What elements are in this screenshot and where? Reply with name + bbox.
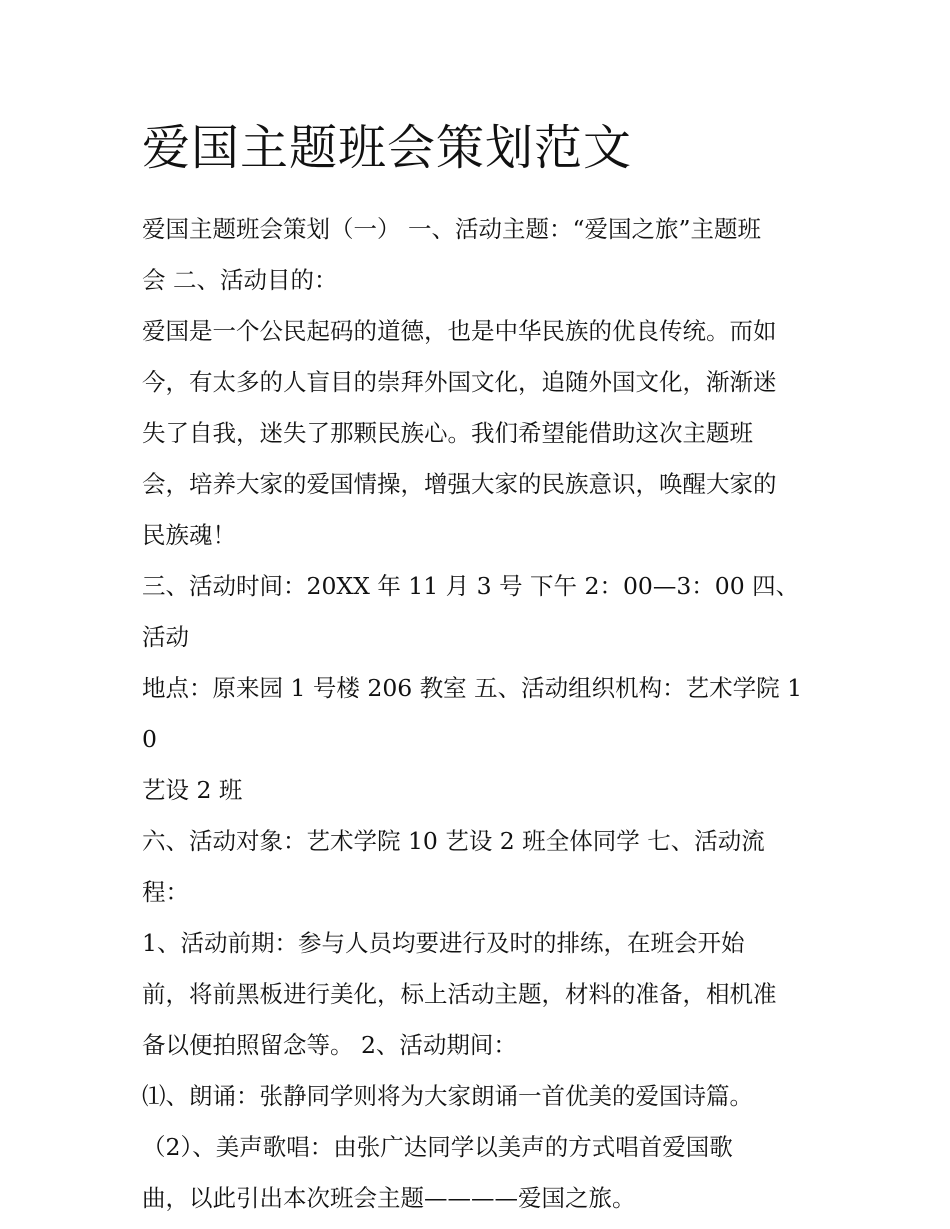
paragraph-recitation: ⑴、朗诵：张静同学则将为大家朗诵一首优美的爱国诗篇。 — [142, 1082, 753, 1110]
paragraph-participants-process: 六、活动对象：艺术学院 10 艺设 2 班全体同学 七、活动流 程： — [142, 827, 765, 906]
paragraph-time-place-organizer: 三、活动时间：20XX 年 11 月 3 号 下午 2：00—3：00 四、活动 地点：原来园 1 号楼 206 教室 五、活动组织机构：艺术学院 10 艺设 2 班 — [142, 572, 803, 804]
paragraph-preparation-stage: 1、活动前期：参与人员均要进行及时的排练，在班会开始 前，将前黑板进行美化，标上活动主题，材料的准备，相机准 备以便拍照留念等。 2、活动期间： — [142, 929, 777, 1059]
document-title: 爱国主题班会策划范文 — [142, 120, 633, 176]
paragraph-purpose-text: 爱国是一个公民起码的道德，也是中华民族的优良传统。而如 今，有太多的人盲目的崇拜外国文化，追随外国文化，渐渐迷 失了自我，迷失了那颗民族心。我们希望能借助这次主题班 会，培养大家的爱国情操，增强大家的民族意识，唤醒大家的 民族魂！ — [142, 317, 777, 549]
paragraph-theme-and-purpose: 爱国主题班会策划（一） 一、活动主题：“爱国之旅”主题班 会 二、活动目的： — [142, 215, 761, 294]
document-body — [142, 118, 814, 1224]
paragraph-singing: （2）、美声歌唱：由张广达同学以美声的方式唱首爱国歌 曲，以此引出本次班会主题————爱国之旅。 — [142, 1133, 733, 1212]
